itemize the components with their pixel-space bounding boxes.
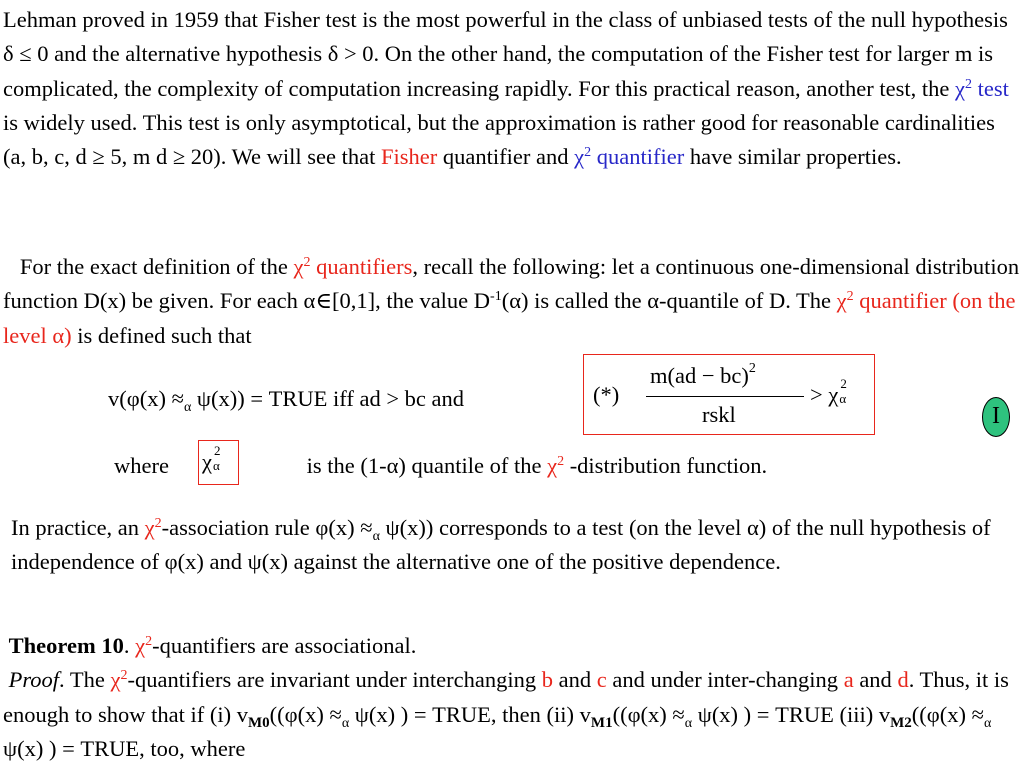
text-run: .: [123, 633, 136, 658]
text-run: In practice, an: [11, 515, 145, 540]
formula-lhs: v(φ(x) ≈: [108, 386, 184, 411]
fisher-term: Fisher: [381, 144, 438, 170]
chi-square-symbol: $\chi^2$: [110, 667, 128, 693]
alpha-subscript: α: [983, 715, 992, 731]
chi-square-critical-value: > χ 2 α: [810, 376, 847, 407]
fraction-numerator: m(ad − bc)$^2$: [650, 361, 756, 388]
model-subscript: M1: [590, 714, 613, 731]
chi-square-symbol: $\chi^2$: [293, 254, 311, 279]
chi-alpha-box: [198, 440, 239, 485]
definition-paragraph: [3, 250, 1021, 353]
inverse-superscript: -1: [490, 289, 502, 305]
chi-square-symbol: $\chi^2$: [836, 288, 854, 314]
slide-badge: I: [982, 397, 1010, 437]
chi-quantifiers-term: quantifiers: [310, 254, 413, 279]
chi-test-term: test: [972, 75, 1009, 101]
text-run: and: [552, 667, 597, 693]
alpha-subscript: α: [341, 715, 350, 731]
text-run: For the exact definition of the: [19, 254, 294, 279]
theorem-statement: -quantifiers are associational.: [152, 633, 417, 658]
var-c: c: [596, 667, 607, 693]
var-a: a: [843, 667, 854, 693]
proof-label: Proof: [8, 667, 60, 693]
fraction-bar: [646, 396, 804, 397]
theorem-paragraph: [3, 629, 1021, 766]
text-run: ψ(x) ) = TRUE, then (ii) v: [349, 701, 591, 727]
text-run: , recall the following: let a continuous one-dimensional distribution function D(x) be given. For each α∈[0,1], the value D: [3, 254, 1020, 314]
alpha-subscript: α: [684, 715, 693, 731]
chi-square-symbol: $\chi^2$: [955, 75, 972, 101]
text-run: -association rule φ(x) ≈: [161, 515, 373, 540]
text-run: ((φ(x) ≈: [612, 701, 685, 727]
chi-quantifier-term: quantifier: [591, 144, 685, 170]
chi-square-symbol: $\chi^2$: [135, 633, 153, 658]
text-run: is widely used. This test is only asymptotical, but the approximation is rather good for reasonable cardinalities (a, b, c, d ≥ 5, m d ≥ 20). We will see that: [3, 109, 995, 170]
chi-alpha-symbol: χ 2 α: [202, 443, 221, 474]
intro-paragraph: [3, 3, 1021, 174]
practice-paragraph: [11, 511, 1019, 580]
text-run: -quantifiers are invariant under interchanging: [127, 667, 542, 693]
alpha-subscript: α: [372, 529, 380, 544]
var-b: b: [541, 667, 553, 693]
model-subscript: M0: [247, 714, 270, 731]
text-run: ((φ(x) ≈: [911, 701, 984, 727]
text-run: have similar properties.: [684, 144, 902, 170]
quantifier-level-term: quantifier (on the level α): [3, 288, 1016, 348]
text-run: and: [853, 667, 898, 693]
text-run: and under inter-changing: [606, 667, 844, 693]
text-run: ψ(x)) corresponds to a test (on the level α) of the null hypothesis of independence of φ(x) and ψ(x) against the alternative one of the positive dependence.: [11, 515, 991, 575]
text-run: . Thus, it is enough to show that if (i) v: [3, 667, 1009, 727]
theorem-label: Theorem 10: [8, 633, 124, 658]
text-run: Lehman proved in 1959 that Fisher test is the most powerful in the class of unbiased tests of the null hypothesis δ ≤ 0 and the alternative hypothesis δ > 0. On the other hand, the computation of the Fisher test for larger m is complicated, the complexity of computation increasing rapidly. For this practical reason, another test, the: [3, 7, 1008, 101]
text-run: is the (1-α) quantile of the: [306, 453, 548, 478]
chi-square-inequality-box: [583, 354, 875, 435]
text-run: (α) is called the α-quantile of D. The: [501, 288, 837, 314]
text-run: ((φ(x) ≈: [269, 701, 342, 727]
text-run: is defined such that: [71, 322, 252, 348]
text-run: ψ(x) ) = TRUE, too, where: [3, 735, 246, 761]
text-run: quantifier and: [437, 144, 575, 170]
text-run: -distribution function.: [564, 453, 768, 478]
chi-square-symbol: $\chi^2$: [547, 453, 565, 478]
chi-square-symbol: $\chi^2$: [144, 515, 162, 540]
where-label: where: [114, 453, 175, 478]
formula-line: [108, 384, 464, 414]
chi-square-symbol: $\chi^2$: [574, 144, 592, 170]
text-run: ψ(x) ) = TRUE (iii) v: [692, 701, 891, 727]
formula-rhs: ψ(x)) = TRUE iff ad > bc and: [191, 386, 465, 411]
model-subscript: M2: [890, 714, 912, 731]
alpha-subscript: α: [183, 400, 192, 415]
text-run: . The: [59, 667, 111, 693]
star-label: (*): [593, 382, 620, 407]
var-d: d: [897, 667, 909, 693]
fraction-denominator: rskl: [702, 402, 736, 427]
